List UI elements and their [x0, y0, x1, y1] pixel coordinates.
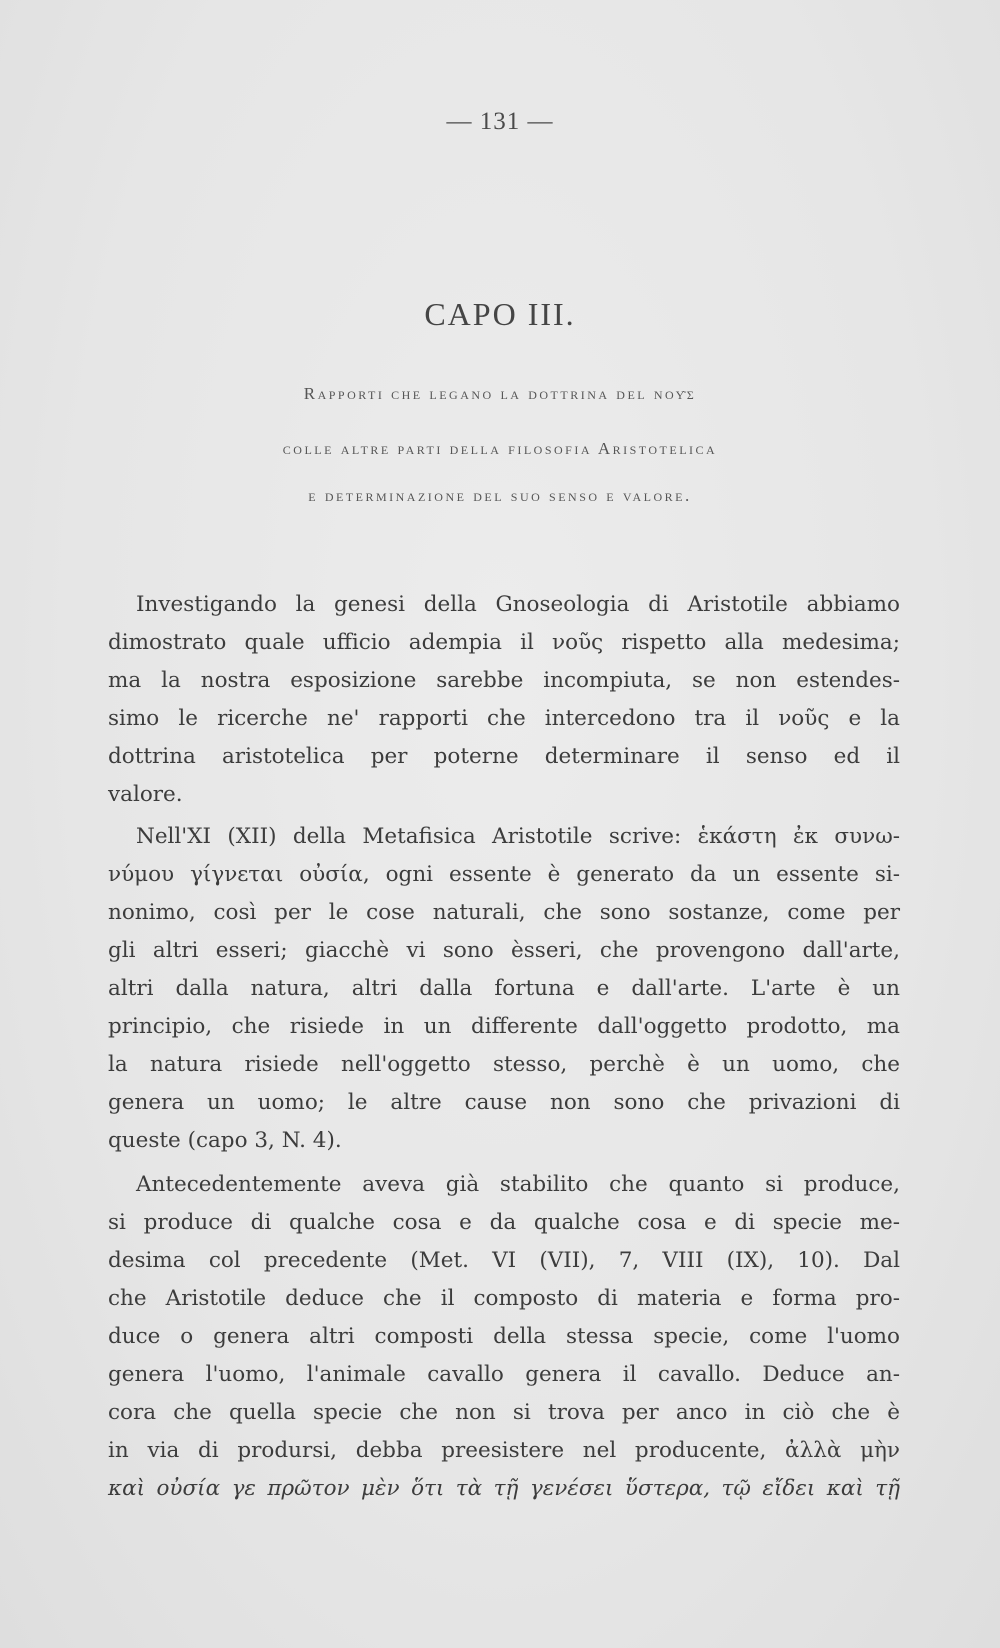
text-line: Investigando la genesi della Gnoseologia di Aristotile abbiamo: [136, 592, 900, 617]
text-line: Nell'XI (XII) della Metafisica Aristotile scrive: ἑκάστη ἐκ συνω-: [136, 824, 900, 849]
text-line: ma la nostra esposizione sarebbe incompiuta, se non estendes-: [108, 668, 900, 693]
text-line: desima col precedente (Met. VI (VII), 7, VIII (IX), 10). Dal: [108, 1248, 900, 1273]
chapter-subtitle-line: e determinazione del suo senso e valore.: [308, 486, 692, 505]
text-line: si produce di qualche cosa e da qualche cosa e di specie me-: [108, 1210, 900, 1235]
chapter-subtitle-line: Rapporti che legano la dottrina del νοῦς: [303, 384, 697, 403]
text-line: καὶ οὐσία γε πρῶτον μὲν ὅτι τὰ τῇ γενέσει ὕστερα, τῷ εἴδει καὶ τῇ: [108, 1476, 900, 1501]
text-line: dimostrato quale ufficio adempia il νοῦς rispetto alla medesima;: [108, 630, 900, 655]
text-line: queste (capo 3, N. 4).: [108, 1128, 342, 1153]
text-line: la natura risiede nell'oggetto stesso, perchè è un uomo, che: [108, 1052, 900, 1077]
text-line: nonimo, così per le cose naturali, che sono sostanze, come per: [108, 900, 900, 925]
text-line: che Aristotile deduce che il composto di materia e forma pro-: [108, 1286, 900, 1311]
chapter-subtitle-line: colle altre parti della filosofia Aristotelica: [282, 439, 718, 458]
text-line: duce o genera altri composti della stessa specie, come l'uomo: [108, 1324, 900, 1349]
text-line: gli altri esseri; giacchè vi sono èsseri, che provengono dall'arte,: [108, 938, 900, 963]
page-number: — 131 —: [446, 108, 554, 135]
text-line: principio, che risiede in un differente dall'oggetto prodotto, ma: [108, 1014, 900, 1039]
text-line: valore.: [108, 782, 183, 807]
text-line: genera l'uomo, l'animale cavallo genera il cavallo. Deduce an-: [108, 1362, 900, 1387]
text-line: genera un uomo; le altre cause non sono che privazioni di: [108, 1090, 900, 1115]
text-line: νύμου γίγνεται οὐσία, ogni essente è generato da un essente si-: [108, 862, 900, 887]
text-line: cora che quella specie che non si trova per anco in ciò che è: [108, 1400, 900, 1425]
text-line: Antecedentemente aveva già stabilito che quanto si produce,: [136, 1172, 900, 1197]
text-line: dottrina aristotelica per poterne determinare il senso ed il: [108, 744, 900, 769]
text-line: altri dalla natura, altri dalla fortuna e dall'arte. L'arte è un: [108, 976, 900, 1001]
text-line: simo le ricerche ne' rapporti che intercedono tra il νοῦς e la: [108, 706, 900, 731]
text-line: in via di prodursi, debba preesistere nel producente, ἀλλὰ μὴν: [108, 1438, 900, 1463]
chapter-title: CAPO III.: [424, 296, 576, 332]
